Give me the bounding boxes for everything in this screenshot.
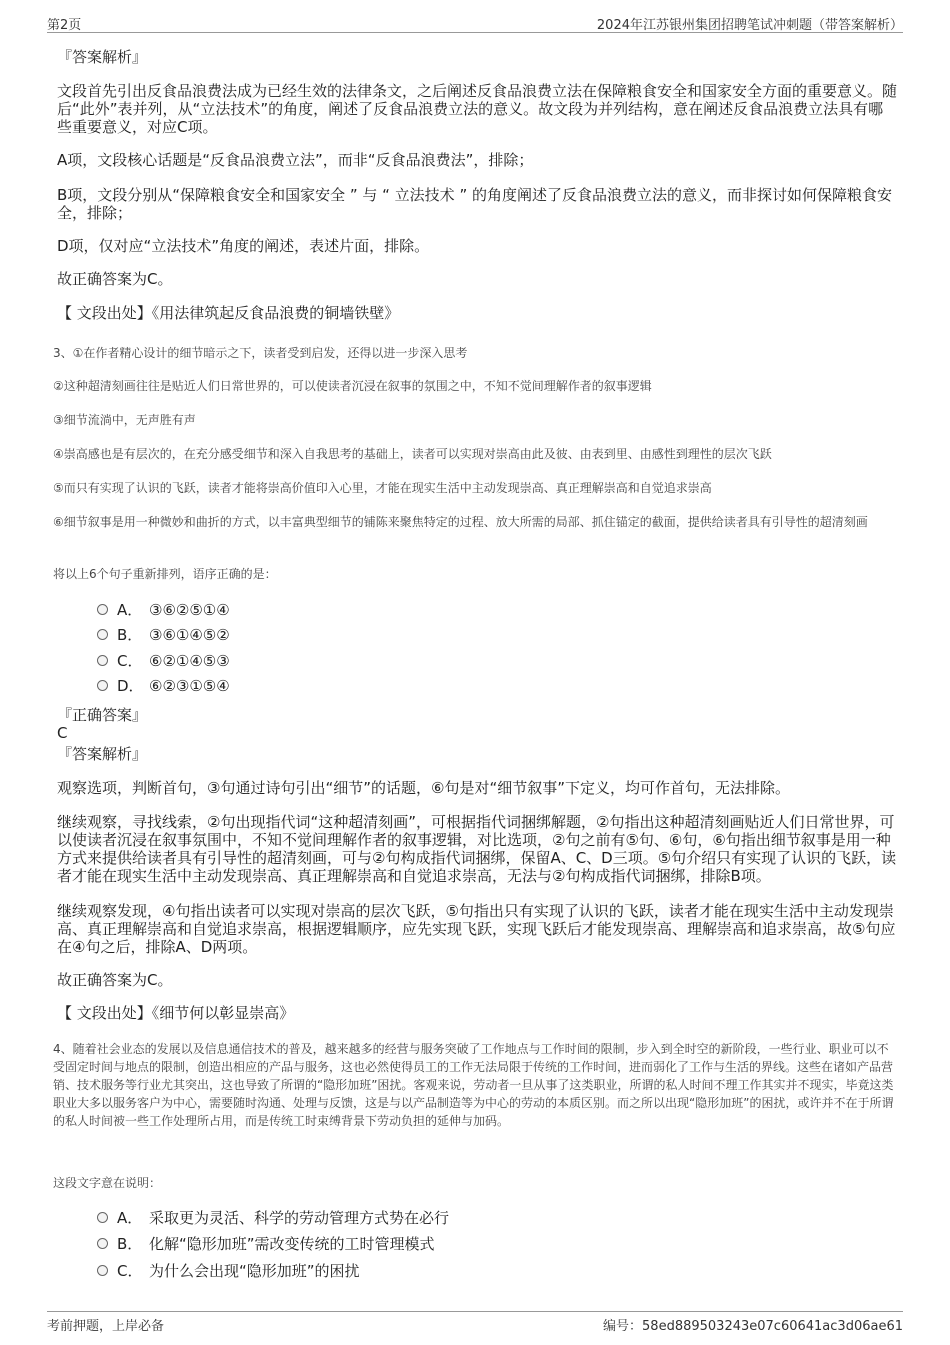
answer-value: C xyxy=(57,724,68,742)
q3-sentence-6: ⑥细节叙事是用一种微妙和曲折的方式，以丰富典型细节的铺陈来聚焦特定的过程、放大所需的局部、抓住锚定的截面，提供给读者具有引导性的超清刻画 xyxy=(53,515,868,529)
radio-icon[interactable] xyxy=(97,604,108,615)
q4-option-b[interactable]: B． 化解“隐形加班”需改变传统的工时管理模式 xyxy=(97,1234,435,1254)
analysis-paragraph: 文段首先引出反食品浪费法成为已经生效的法律条文，之后阐述反食品浪费立法在保障粮食安全和国家安全方面的重要意义。随后“此外”表并列，从“立法技术”的角度，阐述了反食品浪费立法的意义。故文段为并列结构，意在阐述反食品浪费立法具有哪些重要意义，对应C项。 xyxy=(57,82,898,136)
footer-code xyxy=(603,1315,903,1334)
q3-prompt: 将以上6个句子重新排列，语序正确的是： xyxy=(53,567,277,581)
answer-label: 『正确答案』 xyxy=(57,706,148,724)
q3-sentence-4: ④崇高感也是有层次的，在充分感受细节和深入自我思考的基础上，读者可以实现对崇高由此及彼、由表到里、由感性到理性的层次飞跃 xyxy=(53,447,772,461)
q4-option-c[interactable]: C． 为什么会出现“隐形加班”的困扰 xyxy=(97,1261,360,1281)
q4-option-a[interactable]: A． 采取更为灵活、科学的劳动管理方式势在必行 xyxy=(97,1208,449,1228)
analysis-paragraph-2: 继续观察，寻找线索，②句出现指代词“这种超清刻画”，可根据指代词捆绑解题，②句指出这种超清刻画贴近人们日常世界，可以使读者沉浸在叙事氛围中，不知不觉间理解作者的叙事逻辑，对比选项，②句之前有⑤句、⑥句，⑥句指出细节叙事是用一种方式来提供给读者具有引导性的超清刻画，可与②句构成指代词捆绑，保留A、C、D三项。⑤句介绍只有实现了认识的飞跃，读者才能在现实生活中主动发现崇高、真正理解崇高和自觉追求崇高，无法与②句构成指代词捆绑，排除B项。 xyxy=(57,813,897,885)
code-value: 58ed889503243e07c60641ac3d06ae61 xyxy=(642,1319,903,1334)
analysis-conclusion: 故正确答案为C。 xyxy=(57,270,173,288)
q3-sentence-1: 3、①在作者精心设计的细节暗示之下，读者受到启发，还得以进一步深入思考 xyxy=(53,346,468,360)
q3-sentence-5: ⑤而只有实现了认识的飞跃，读者才能将崇高价值印入心里，才能在现实生活中主动发现崇高、真正理解崇高和自觉追求崇高 xyxy=(53,481,712,495)
q3-option-d[interactable]: D． ⑥②③①⑤④ xyxy=(97,676,230,696)
q3-sentence-2: ②这种超清刻画往往是贴近人们日常世界的，可以使读者沉浸在叙事的氛围之中，不知不觉间理解作者的叙事逻辑 xyxy=(53,379,652,393)
q4-stem: 4、随着社会业态的发展以及信息通信技术的普及，越来越多的经营与服务突破了工作地点与工作时间的限制，步入到全时空的新阶段，一些行业、职业可以不受固定时间与地点的限制，创造出相应的产品与服务，这也必然使得员工的工作无法局限于传统的工作时间，进而弱化了工作与生活的界线。这些在诸如产品营销、技术服务等行业尤其突出，这也导致了所谓的“隐形加班”困扰。客观来说，劳动者一旦从事了这类职业，所谓的私人时间不理工作其实并不现实，毕竟这类职业大多以服务客户为中心，需要随时沟通、处理与反馈，这是与以产品制造等为中心的劳动的本质区别。而之所以出现“隐形加班”的困扰，或许并不在于所谓的私人时间被一些工作处理所占用，而是传统工时束缚背景下劳动负担的延伸与加码。 xyxy=(53,1042,894,1128)
code-label: 编号： xyxy=(603,1319,643,1334)
page-number: 第2页 xyxy=(47,18,82,33)
page-footer xyxy=(47,1311,903,1334)
analysis-option-d: D项，仅对应“立法技术”角度的阐述，表述片面，排除。 xyxy=(57,237,430,255)
document-title: 2024年江苏银州集团招聘笔试冲刺题（带答案解析） xyxy=(596,18,903,33)
analysis-paragraph-1: 观察选项，判断首句，③句通过诗句引出“细节”的话题，⑥句是对“细节叙事”下定义，均可作首句，无法排除。 xyxy=(57,779,790,797)
analysis-conclusion: 故正确答案为C。 xyxy=(57,971,173,989)
q4-prompt: 这段文字意在说明： xyxy=(53,1176,162,1190)
radio-icon[interactable] xyxy=(97,1212,108,1223)
analysis-paragraph-3: 继续观察发现，④句指出读者可以实现对崇高的层次飞跃，⑤句指出只有实现了认识的飞跃，读者才能在现实生活中主动发现崇高、真正理解崇高和自觉追求崇高，根据逻辑顺序，应先实现飞跃，实现飞跃后才能发现崇高、理解崇高和追求崇高，故⑤句应在④句之后，排除A、D两项。 xyxy=(57,902,896,956)
radio-icon[interactable] xyxy=(97,1238,108,1249)
source-citation: 【 文段出处】《用法律筑起反食品浪费的铜墙铁壁》 xyxy=(57,304,400,322)
radio-icon[interactable] xyxy=(97,1265,108,1276)
radio-icon[interactable] xyxy=(97,655,108,666)
q3-sentence-3: ③细节流淌中，无声胜有声 xyxy=(53,413,196,427)
q3-option-a[interactable]: A． ③⑥②⑤①④ xyxy=(97,600,230,620)
analysis-label: 『答案解析』 xyxy=(57,48,148,66)
q3-option-c[interactable]: C． ⑥②①④⑤③ xyxy=(97,651,230,671)
radio-icon[interactable] xyxy=(97,680,108,691)
footer-motto: 考前押题，上岸必备 xyxy=(47,1319,165,1334)
page-header xyxy=(47,12,903,33)
source-citation: 【 文段出处】《细节何以彰显崇高》 xyxy=(57,1004,295,1022)
radio-icon[interactable] xyxy=(97,629,108,640)
q3-option-b[interactable]: B． ③⑥①④⑤② xyxy=(97,625,230,645)
analysis-option-a: A项，文段核心话题是“反食品浪费立法”，而非“反食品浪费法”，排除； xyxy=(57,151,534,169)
analysis-label: 『答案解析』 xyxy=(57,745,148,763)
analysis-option-b: B项，文段分别从“保障粮食安全和国家安全 ” 与 “ 立法技术 ” 的角度阐述了反食品浪费立法的意义，而非探讨如何保障粮食安全，排除； xyxy=(57,186,892,222)
